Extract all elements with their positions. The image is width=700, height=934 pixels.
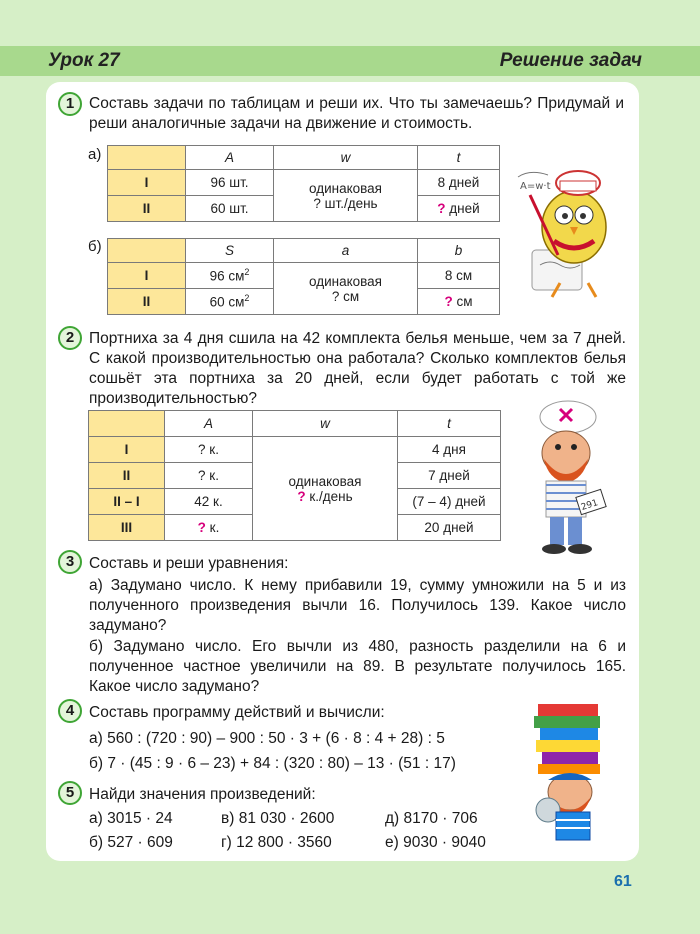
task-1a-label: а) (88, 146, 102, 163)
cell-unit: к. (205, 520, 220, 535)
task-1-text: Составь задачи по таблицам и реши их. Что ты замечаешь? Придумай и реши аналогичные задачи на движение и стоимость. (89, 95, 624, 132)
task-4-text: Составь программу действий и вычисли: (89, 704, 385, 721)
table-cell: 20 дней (398, 515, 501, 541)
merged-line: одинаковая (288, 473, 362, 489)
svg-text:A=w·t: A=w·t (520, 181, 551, 192)
table-header-cell: b (418, 239, 500, 263)
owl-with-pencil-illustration (512, 155, 624, 300)
table-cell: 7 дней (398, 463, 501, 489)
table-merged-cell (253, 437, 398, 541)
table-header-cell: a (274, 239, 418, 263)
merged-line: одинаковая (309, 273, 382, 289)
merged-line: ? см (331, 288, 360, 304)
table-cell: 8 см (418, 263, 500, 289)
table-row-label: II (108, 289, 186, 315)
task-5-item: а) 3015 · 24 (89, 810, 173, 827)
task-5-number: 5 (58, 781, 82, 805)
lesson-topic: Решение задач (499, 50, 642, 71)
merged-line: ? шт./день (313, 195, 378, 211)
task-2-table (88, 410, 501, 541)
cell-value: 60 см (209, 294, 245, 310)
task-1a-table (107, 145, 500, 222)
table-header-cell: t (418, 146, 500, 170)
task-5-item: б) 527 · 609 (89, 834, 173, 851)
table-header-cell: t (398, 411, 501, 437)
table-cell: (7 – 4) дней (398, 489, 501, 515)
table-cell: 8 дней (418, 170, 500, 196)
table-row-label: II (89, 463, 165, 489)
task-3-number: 3 (58, 550, 82, 574)
table-cell: ? к. (165, 463, 253, 489)
task-3a-text: а) Задумано число. К нему прибавили 19, сумму умножили на 5 и из полученного произведения вычли 16. Получилось 139. Какое число задумано? (89, 577, 626, 634)
table-merged-cell (274, 263, 418, 315)
table-cell (165, 515, 253, 541)
cell-superscript: 2 (244, 293, 250, 304)
table-header-cell: A (186, 146, 274, 170)
table-header-cell: S (186, 239, 274, 263)
table-cell: 42 к. (165, 489, 253, 515)
table-cell (418, 289, 500, 315)
lesson-header (0, 46, 700, 76)
table-cell: ? к. (165, 437, 253, 463)
table-merged-cell (274, 170, 418, 222)
cell-value: 96 см (209, 268, 245, 284)
svg-text:291: 291 (579, 498, 600, 514)
table-row-label: II (108, 196, 186, 222)
page-number: 61 (614, 873, 632, 890)
task-5-text: Найди значения произведений: (89, 786, 316, 803)
table-cell (186, 289, 274, 315)
task-5-item: г) 12 800 · 3560 (221, 834, 332, 851)
task-4-number: 4 (58, 699, 82, 723)
task-5-item: е) 9030 · 9040 (385, 834, 486, 851)
table-row-label: I (108, 263, 186, 289)
task-5-item: д) 8170 · 706 (385, 810, 478, 827)
task-3-text: Составь и реши уравнения: (89, 555, 289, 572)
cell-unit: см (452, 294, 473, 309)
question-mark: ? (444, 294, 453, 309)
table-corner-cell (89, 411, 165, 437)
lesson-number: Урок 27 (48, 50, 120, 71)
table-row-label: III (89, 515, 165, 541)
task-4b-expression: б) 7 · (45 : 9 · 6 – 23) + 84 : (320 : 80) – 13 · (51 : 17) (89, 755, 456, 772)
merged-line (255, 489, 395, 504)
table-row-label: I (108, 170, 186, 196)
merged-unit: к./день (305, 488, 353, 504)
question-mark: ? (297, 488, 306, 504)
cell-unit: дней (445, 201, 480, 216)
table-header-cell: w (274, 146, 418, 170)
merged-line: одинаковая (309, 180, 382, 196)
question-mark: ? (437, 201, 446, 216)
table-row-label: I (89, 437, 165, 463)
table-row-label: II – I (89, 489, 165, 515)
table-header-cell: w (253, 411, 398, 437)
task-3b-text: б) Задумано число. Его вычли из 480, разность разделили на 6 и полученное частное увеличили на 89. В результате получилось 165. Какое число задумано? (89, 638, 626, 695)
table-cell: 96 шт. (186, 170, 274, 196)
task-1b-label: б) (88, 238, 102, 255)
task-4a-expression: а) 560 : (720 : 90) – 900 : 50 · 3 + (6 · 8 : 4 + 28) : 5 (89, 730, 445, 747)
task-2-text: Портниха за 4 дня сшила на 42 комплекта белья меньше, чем за 7 дней. С какой производительностью она работала? Сколько комплектов белья сошьёт эта портниха за 20 дней, если будет работать с той же производительностью? (89, 330, 626, 407)
table-cell (186, 263, 274, 289)
task-2-number: 2 (58, 326, 82, 350)
character-with-stack-of-books-illustration (520, 700, 626, 850)
table-corner-cell (108, 146, 186, 170)
table-corner-cell (108, 239, 186, 263)
cell-superscript: 2 (244, 267, 250, 278)
table-cell: 4 дня (398, 437, 501, 463)
table-cell: 60 шт. (186, 196, 274, 222)
table-header-cell: A (165, 411, 253, 437)
pirate-character-illustration (516, 397, 620, 557)
question-mark: ? (197, 520, 206, 535)
table-cell (418, 196, 500, 222)
task-1b-table (107, 238, 500, 315)
task-5-item: в) 81 030 · 2600 (221, 810, 335, 827)
task-1-number: 1 (58, 92, 82, 116)
